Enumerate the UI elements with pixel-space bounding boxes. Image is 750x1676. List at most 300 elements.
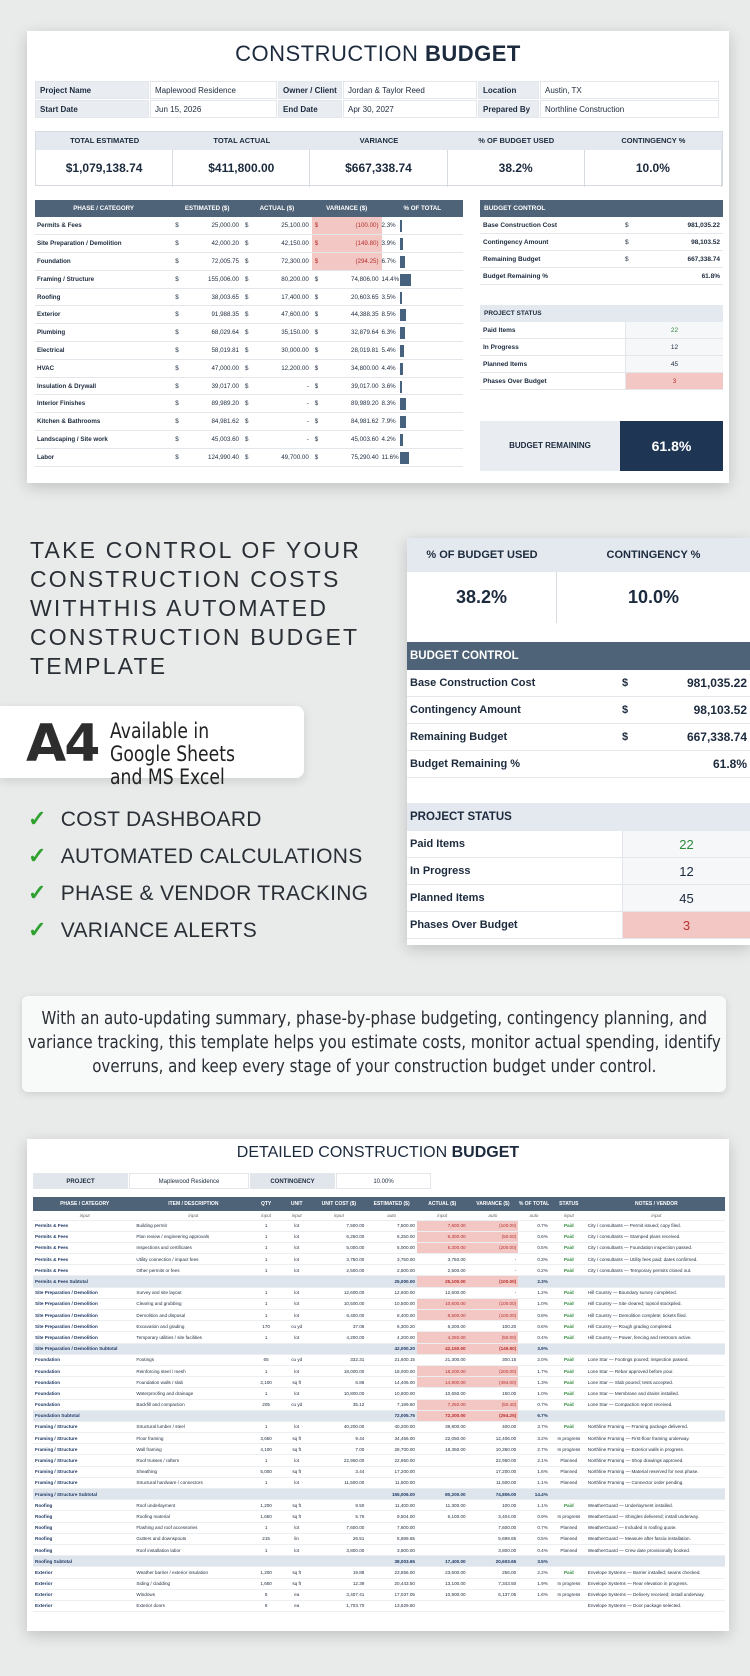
detail-actual: 25,100.00 [417,1276,468,1287]
feature-item [28,880,388,910]
detail-status: Paid [550,1321,588,1332]
detail-estimated: 42,000.20 [366,1343,417,1354]
phase-pct-bar [400,274,412,286]
detail-actual: 10,600.00 [417,1298,468,1309]
detail-status: Planned [550,1522,588,1533]
currency-sign: $ [242,359,251,377]
detail-item: Roofing Subtotal [33,1556,366,1567]
detail-pct: 2.1% [518,1455,550,1466]
project-status-header: PROJECT STATUS [480,305,723,322]
detail-unit-cost: 5,000.00 [311,1242,366,1253]
detail-qty: 1 [250,1477,282,1488]
detail-actual: 18,200.00 [417,1365,468,1376]
currency-sign: $ [172,288,181,306]
project-status-count: 45 [625,356,723,372]
detail-actual: 4,250.00 [417,1332,468,1343]
detail-unit: sq ft [282,1444,312,1455]
detail-pct: 1.7% [518,1365,550,1376]
detail-estimated: 23,856.00 [366,1567,417,1578]
detail-pct: 3.7% [518,1421,550,1432]
currency-sign: $ [242,288,251,306]
input-auto-label: auto [518,1211,550,1220]
detail-variance: (100.00) [468,1298,519,1309]
phase-act: - [251,395,311,413]
detail-unit-cost: 9.50 [311,1500,366,1511]
detailed-column-header: ACTUAL ($) [417,1197,468,1211]
detail-estimated: 10,500.00 [366,1298,417,1309]
detail-estimated: 72,005.75 [366,1410,417,1421]
detail-pct: 0.2% [518,1265,550,1276]
detail-estimated: 18,000.00 [366,1365,417,1376]
detail-variance: 20,603.65 [468,1556,519,1567]
detail-unit: lot [282,1388,312,1399]
phase-est: 124,990.40 [182,448,242,466]
detail-row [33,1388,725,1399]
currency-sign: $ [172,217,181,235]
subtotal-row [33,1556,725,1567]
detail-notes: Northline Framing — Framing package delivered. [588,1421,725,1432]
detail-qty: 1 [250,1388,282,1399]
detail-qty: 3,650 [250,1433,282,1444]
currency-sign: $ [312,359,321,377]
currency-sign: $ [172,377,181,395]
detail-notes: WeatherGuard — Included in roofing quote. [588,1522,725,1533]
phase-act: 30,000.00 [251,342,311,360]
detail-variance: (50.40) [468,1399,519,1410]
detail-estimated: 6,300.20 [366,1321,417,1332]
budget-control-value: 667,338.74 [686,730,747,744]
detail-unit: lot [282,1287,312,1298]
detail-variance: 3,404.00 [468,1511,519,1522]
detail-item: Structural hardware / connectors [136,1477,250,1488]
detail-variance: 10,350.00 [468,1444,519,1455]
detail-status: Paid [550,1567,588,1578]
detail-unit-cost: 6,250.00 [311,1231,366,1242]
detail-unit-cost: 7.00 [311,1444,366,1455]
currency-sign: $ [242,431,251,449]
detail-actual: 11,300.00 [417,1500,468,1511]
detail-notes: Lone Star — Rebar approved before pour. [588,1365,725,1376]
detail-status: Planned [550,1533,588,1544]
zoom-project-status-row [407,831,750,858]
currency-sign: $ [625,222,629,229]
phase-pct-cell [382,413,463,431]
detail-status: Paid [550,1231,588,1242]
detail-estimated: 7,199.60 [366,1399,417,1410]
phase-act: 49,700.00 [251,448,311,466]
detail-pct: 2.2% [518,1567,550,1578]
phase-row [35,448,463,466]
detail-row [33,1567,725,1578]
checkmark-icon: ✓ [28,880,47,905]
input-auto-label: input [311,1211,366,1220]
detail-item: Flashing and roof accessories [136,1522,250,1533]
currency-sign: $ [242,377,251,395]
detailed-budget-sheet [27,1139,729,1631]
detail-status: In progress [550,1511,588,1522]
detail-notes: Lone Star — Membrane and drains installed. [588,1388,725,1399]
detail-category: Roofing [33,1511,136,1522]
detail-qty: 1 [250,1332,282,1343]
detail-estimated: 10,800.00 [366,1388,417,1399]
phase-row [35,217,463,235]
detail-pct: 2.3% [518,1276,550,1287]
phase-pct: 4.4% [381,364,396,372]
detail-status: Planned [550,1466,588,1477]
budget-control-label: Budget Remaining % [483,273,549,280]
currency-sign: $ [312,377,321,395]
detail-item: Backfill and compaction [136,1399,250,1410]
detail-notes [588,1489,725,1500]
budget-control-value: 61.8% [701,273,720,280]
detail-actual: 18,350.00 [417,1444,468,1455]
detailed-column-header: PHASE / CATEGORY [33,1197,136,1211]
detail-pct: 0.9% [518,1511,550,1522]
detail-variance: (200.00) [468,1242,519,1253]
project-status-label: In Progress [410,865,471,877]
phase-var: 89,989.20 [321,395,381,413]
detail-qty: 1 [250,1231,282,1242]
detail-qty: 8 [250,1600,282,1611]
kpi-value: 10.0% [585,150,722,187]
detail-estimated: 20,443.50 [366,1578,417,1589]
detail-unit: cu yd [282,1399,312,1410]
detail-unit-cost: 10,800.00 [311,1388,366,1399]
phase-pct-cell [382,448,463,466]
phase-pct: 11.6% [381,453,399,461]
detail-pct: 1.2% [518,1287,550,1298]
phase-act: 72,300.00 [251,253,311,271]
detailed-column-header: STATUS [550,1197,588,1211]
detail-row [33,1254,725,1265]
phase-row [35,253,463,271]
budget-control-label: Remaining Budget [410,731,508,743]
detail-variance: 5,699.65 [468,1533,519,1544]
detail-row [33,1365,725,1376]
detailed-sheet-title: DETAILED CONSTRUCTION BUDGET [236,1144,520,1161]
detail-actual [417,1544,468,1555]
info-value: Northline Construction [540,100,719,118]
kpi-label: CONTINGENCY % [585,132,722,150]
detail-estimated: 17,037.05 [366,1589,417,1600]
phase-row [35,306,463,324]
phase-pct: 5.4% [381,347,396,355]
detail-row [33,1399,725,1410]
detail-notes: Lone Star — Compaction report received. [588,1399,725,1410]
phase-pct-bar [400,256,405,268]
project-status-count: 12 [622,858,750,884]
detail-qty: 5 [250,1589,282,1600]
detail-category: Exterior [33,1567,136,1578]
info-value: Maplewood Residence [150,81,277,99]
phase-est: 89,989.20 [182,395,242,413]
detail-row [33,1533,725,1544]
detail-unit-cost: 22,950.00 [311,1455,366,1466]
phase-pct: 8.3% [381,400,396,408]
phase-var: 20,603.65 [321,288,381,306]
budget-remaining-value: 61.8% [620,421,723,471]
detail-row [33,1231,725,1242]
phase-pct: 7.9% [381,418,396,426]
budget-remaining-label: BUDGET REMAINING [480,421,620,471]
subtotal-row [33,1410,725,1421]
detail-pct: 1.0% [518,1388,550,1399]
detail-variance: - [468,1254,519,1265]
detail-actual: 22,050.00 [417,1433,468,1444]
project-status-label: Phases Over Budget [483,378,547,385]
detail-pct: 0.7% [518,1522,550,1533]
zoom-budget-control-row [407,697,750,724]
phase-pct-cell [382,235,463,253]
detail-status: Paid [550,1287,588,1298]
phase-pct-bar [400,434,403,446]
detail-category: Permits & Fees [33,1242,136,1253]
detail-notes: WeatherGuard — Underlayment installed. [588,1500,725,1511]
feature-label: COST DASHBOARD [60,808,262,831]
input-auto-label: auto [468,1211,519,1220]
phase-pct-cell [382,270,463,288]
detail-category: Exterior [33,1589,136,1600]
detail-pct: 0.3% [518,1254,550,1265]
detail-variance: 7,343.50 [468,1578,519,1589]
detail-actual: 2,500.00 [417,1265,468,1276]
detail-unit-cost: 332.31 [311,1354,366,1365]
detail-category: Framing / Structure [33,1477,136,1488]
detail-row [33,1466,725,1477]
detail-variance: 7,600.00 [468,1522,519,1533]
detail-variance: - [468,1287,519,1298]
detail-notes: Lone Star — Slab poured; tests accepted. [588,1377,725,1388]
description-text: With an auto-updating summary, phase-by-phase budgeting, contingency planning, and variance tracking, this template helps you estimate costs, monitor actual spending, identify overruns, and keep every stage of your construction budget under control. [27,1009,721,1077]
detail-item: Permits & Fees Subtotal [33,1276,366,1287]
kpi-summary [35,131,723,186]
zoom-budget-used-value: 38.2% [407,572,557,623]
detail-notes: WeatherGuard — Measure after fascia installation. [588,1533,725,1544]
detail-variance: (200.00) [468,1365,519,1376]
detail-unit-cost: 26.51 [311,1533,366,1544]
detail-variance: (149.80) [468,1343,519,1354]
detail-status: Paid [550,1365,588,1376]
currency-sign: $ [242,413,251,431]
detail-pct: 0.8% [518,1310,550,1321]
subtotal-row [33,1276,725,1287]
detail-qty: 1,200 [250,1567,282,1578]
currency-sign: $ [312,270,321,288]
detail-estimated: 13,629.60 [366,1600,417,1611]
phase-est: 91,988.35 [182,306,242,324]
detail-actual: 23,600.00 [417,1567,468,1578]
project-status-count: 22 [622,831,750,857]
detail-unit-cost: 40,200.00 [311,1421,366,1432]
zoom-project-status-row [407,912,750,939]
detail-item: Waterproofing and drainage [136,1388,250,1399]
detail-category: Framing / Structure [33,1466,136,1477]
detail-status: Paid [550,1332,588,1343]
zoom-budget-control-row [407,724,750,751]
zoom-project-status-row [407,858,750,885]
project-status-count: 12 [625,339,723,355]
detail-category: Framing / Structure [33,1455,136,1466]
budget-control-header: BUDGET CONTROL [480,200,723,217]
detail-status: Paid [550,1377,588,1388]
phase-row [35,431,463,449]
phase-column-header: ACTUAL ($) [242,200,312,217]
detail-row [33,1332,725,1343]
budget-remaining-box [480,421,723,471]
detail-unit: lot [282,1421,312,1432]
detail-estimated: 3,800.00 [366,1544,417,1555]
promo-headline: TAKE CONTROL OF YOUR CONSTRUCTION COSTS WITHTHIS AUTOMATED CONSTRUCTION BUDGET TEMPLATE [30,537,362,679]
detail-qty: 1 [250,1365,282,1376]
detail-unit-cost: 12.39 [311,1578,366,1589]
detail-category: Exterior [33,1600,136,1611]
currency-sign: $ [312,342,321,360]
detailed-table [33,1197,725,1612]
budget-control-row [480,217,723,234]
detail-actual [417,1466,468,1477]
phase-column-header: PHASE / CATEGORY [35,200,172,217]
detailed-project-info [33,1173,432,1189]
detail-category: Foundation [33,1365,136,1376]
detail-variance: (100.00) [468,1276,519,1287]
detailed-column-header: ESTIMATED ($) [366,1197,417,1211]
phase-column-header: ESTIMATED ($) [172,200,242,217]
detail-item: Site Preparation / Demolition Subtotal [33,1343,366,1354]
subtotal-row [33,1343,725,1354]
detail-unit: sq ft [282,1511,312,1522]
detailed-header-row [33,1197,725,1211]
zoom-budget-control-row [407,670,750,697]
currency-sign: $ [172,235,181,253]
detail-variance: 17,200.00 [468,1466,519,1477]
detail-qty: 2,100 [250,1377,282,1388]
detail-variance: 22,950.00 [468,1455,519,1466]
detail-notes: Northline Framing — First-floor framing underway. [588,1433,725,1444]
kpi-value: $411,800.00 [173,150,310,187]
a4-logo: A4 [26,714,99,774]
detail-row [33,1310,725,1321]
contingency-value: 10.00% [336,1173,431,1189]
detail-variance: 6,137.05 [468,1589,519,1600]
detail-unit: sq ft [282,1500,312,1511]
detail-category: Framing / Structure [33,1421,136,1432]
detail-notes: City / consultants — Permit issued; copy filed. [588,1220,725,1231]
detail-notes [588,1410,725,1421]
budget-control-label: Contingency Amount [410,704,521,716]
availability-text: Available in Google Sheets and MS Excel [110,719,235,789]
detail-estimated: 28,700.00 [366,1444,417,1455]
detail-pct: 2.0% [518,1354,550,1365]
phase-category: HVAC [35,359,172,377]
detail-estimated: 34,456.00 [366,1433,417,1444]
currency-sign: $ [312,448,321,466]
phase-act: 17,400.00 [251,288,311,306]
phase-category: Electrical [35,342,172,360]
detail-unit-cost: 3,407.41 [311,1589,366,1600]
phase-var: (294.25) [321,253,381,271]
detail-item: Foundation walls / slab [136,1377,250,1388]
detail-row [33,1265,725,1276]
phase-category: Permits & Fees [35,217,172,235]
detail-notes: Northline Framing — Connector order pending. [588,1477,725,1488]
info-label: Location [478,81,539,99]
detail-pct: 1.0% [518,1298,550,1309]
phase-var: (149.80) [321,235,381,253]
info-label: Owner / Client [278,81,342,99]
phase-est: 72,005.75 [182,253,242,271]
detail-estimated: 155,006.00 [366,1489,417,1500]
detail-item: Roof underlayment [136,1500,250,1511]
detail-notes: Envelope Systems — Rear elevation in progress. [588,1578,725,1589]
detail-status: Paid [550,1388,588,1399]
detail-unit-cost: 10,500.00 [311,1298,366,1309]
detailed-column-header: UNIT COST ($) [311,1197,366,1211]
detail-unit-cost: 37.06 [311,1321,366,1332]
phase-pct: 4.2% [381,436,396,444]
phase-pct: 8.5% [381,311,396,319]
input-auto-label: input [250,1211,282,1220]
detail-row [33,1511,725,1522]
info-label: Project Name [35,81,149,99]
detail-estimated: 12,600.00 [366,1287,417,1298]
detail-unit: ea [282,1600,312,1611]
budget-control-value: 98,103.52 [693,703,747,717]
phase-category: Interior Finishes [35,395,172,413]
zoom-project-status-row [407,885,750,912]
detail-actual: 6,200.00 [417,1321,468,1332]
detail-notes: Hill Country — Power, fencing and restroom active. [588,1332,725,1343]
detail-status: Planned [550,1455,588,1466]
phase-pct-bar [400,363,404,375]
detail-notes: City / consultants — Foundation inspection passed. [588,1242,725,1253]
phase-column-header: % OF TOTAL [382,200,463,217]
feature-label: PHASE & VENDOR TRACKING [60,882,369,905]
detail-row [33,1477,725,1488]
detail-unit: sq ft [282,1578,312,1589]
detail-notes: Hill Country — Demolition complete; tickets filed. [588,1310,725,1321]
detail-actual: 80,200.00 [417,1489,468,1500]
currency-sign: $ [242,324,251,342]
detail-unit: lin [282,1533,312,1544]
phase-pct-cell [382,288,463,306]
phase-est: 47,000.00 [182,359,242,377]
phase-row [35,413,463,431]
detail-pct: 1.9% [518,1578,550,1589]
detail-qty: 65 [250,1354,282,1365]
detail-category: Framing / Structure [33,1444,136,1455]
detail-estimated: 7,500.00 [366,1220,417,1231]
detail-item: Temporary utilities / site facilities [136,1332,250,1343]
sheet-title: CONSTRUCTION BUDGET [235,41,521,66]
detail-unit-cost: 6.86 [311,1377,366,1388]
detail-pct: 3.2% [518,1433,550,1444]
project-info-grid [35,81,723,119]
detail-qty: 1,650 [250,1511,282,1522]
detail-row [33,1500,725,1511]
currency-sign: $ [242,235,251,253]
currency-sign: $ [242,342,251,360]
detailed-column-header: UNIT [282,1197,312,1211]
detail-category: Permits & Fees [33,1220,136,1231]
input-auto-label: input [588,1211,725,1220]
currency-sign: $ [625,239,629,246]
zoom-contingency-value: 10.0% [627,587,680,607]
currency-sign: $ [242,253,251,271]
feature-item [28,843,388,873]
detail-pct: 0.5% [518,1533,550,1544]
zoom-contingency-label: CONTINGENCY % [557,538,750,572]
detail-variance: 256.00 [468,1567,519,1578]
